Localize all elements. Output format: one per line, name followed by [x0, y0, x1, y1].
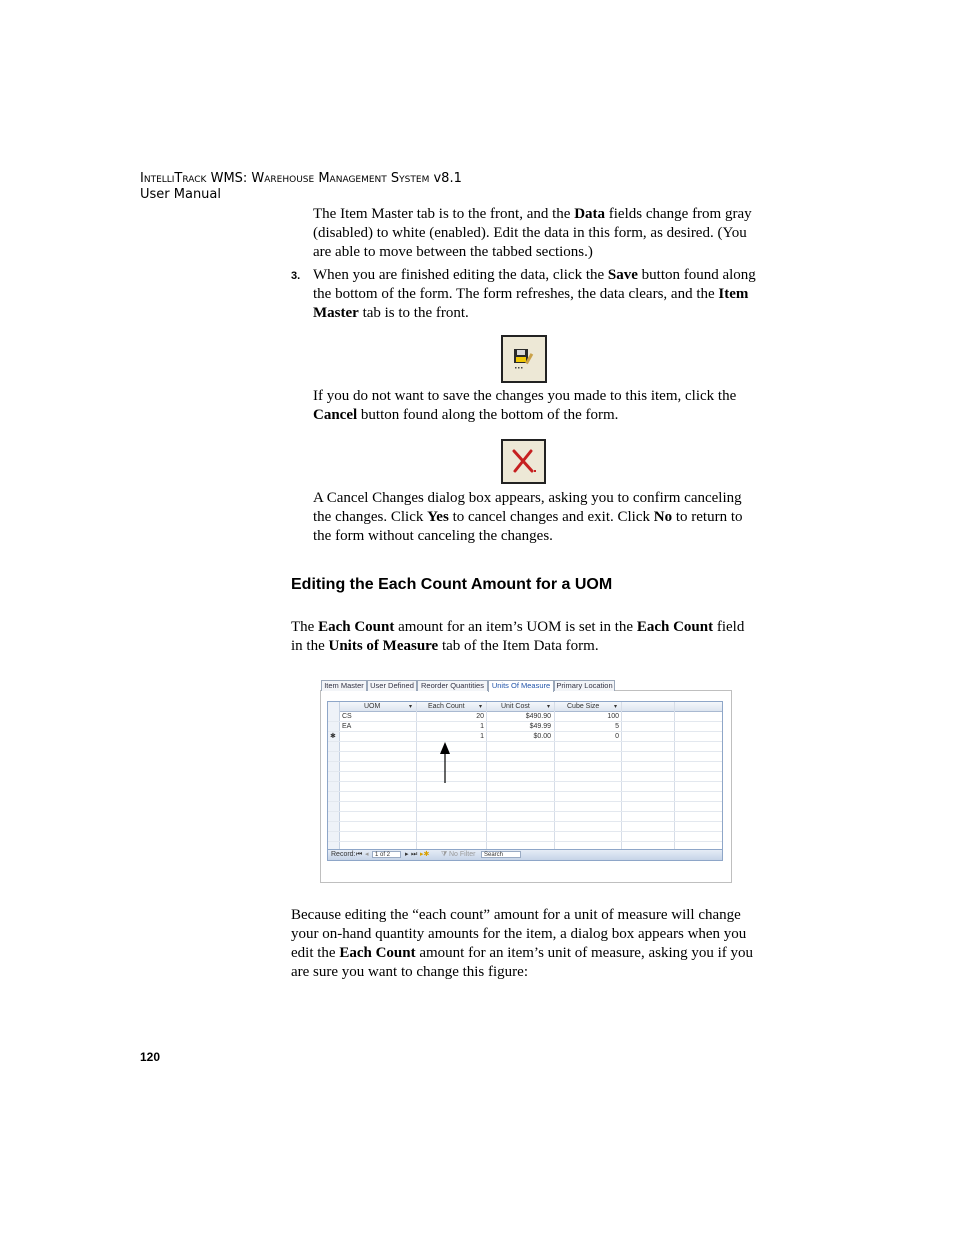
no-filter-label[interactable]: No Filter [449, 851, 476, 858]
sort-dropdown-icon[interactable]: ▾ [479, 704, 483, 710]
up-arrow-icon [438, 742, 452, 784]
paragraph-cancel: If you do not want to save the changes you made to this item, click the Cancel button found along the bottom of the form. [313, 388, 737, 423]
cell-uom[interactable]: CS [342, 713, 352, 720]
tab-primary-location[interactable]: Primary Location [554, 680, 615, 691]
row-divider [328, 761, 722, 762]
prev-record-icon[interactable]: ◂ [365, 851, 369, 858]
cell-unit-cost[interactable]: $0.00 [533, 733, 551, 740]
cell-each-count[interactable]: 1 [480, 723, 484, 730]
row-divider [328, 781, 722, 782]
row-divider [328, 831, 722, 832]
cell-each-count[interactable]: 20 [476, 713, 484, 720]
paragraph-item-master: The Item Master tab is to the front, and the Data fields change from gray (disabled) to white (enabled). Edit the data in this form, as desired. (You are able to move between the tabbed sections.) [313, 206, 752, 260]
cell-cube-size[interactable]: 5 [615, 723, 619, 730]
record-label: Record: [331, 851, 356, 858]
last-record-icon[interactable]: ⏭ [411, 851, 418, 858]
sort-dropdown-icon[interactable]: ▾ [614, 704, 618, 710]
paragraph-each-count: The Each Count amount for an item’s UOM is set in the Each Count field in the Units of Measure tab of the Item Data form. [291, 619, 745, 654]
tab-reorder-quantities[interactable]: Reorder Quantities [417, 680, 488, 691]
cancel-x-icon [501, 439, 546, 484]
col-header-uom[interactable]: UOM [364, 703, 381, 710]
section-heading: Editing the Each Count Amount for a UOM [291, 576, 613, 593]
paragraph-step-3: When you are finished editing the data, click the Save button found along the bottom of the form. The form refreshes, the data clears, and the Item Master tab is to the front. [313, 267, 756, 321]
row-divider [328, 821, 722, 822]
running-header [140, 171, 462, 203]
filter-icon[interactable]: ⧩ [441, 851, 448, 858]
cell-each-count[interactable]: 1 [480, 733, 484, 740]
cell-uom[interactable]: EA [342, 723, 352, 730]
col-header-unit-cost[interactable]: Unit Cost [501, 703, 530, 710]
step-number: 3. [291, 270, 301, 282]
row-divider [328, 841, 722, 842]
new-record-icon: ✱ [330, 733, 336, 740]
page-number: 120 [140, 1050, 161, 1064]
record-navigation-bar [328, 849, 722, 860]
save-edit-icon [501, 335, 547, 383]
cell-cube-size[interactable]: 0 [615, 733, 619, 740]
row-divider [328, 801, 722, 802]
cell-unit-cost[interactable]: $49.99 [529, 723, 551, 730]
col-header-cube-size[interactable]: Cube Size [567, 703, 600, 710]
tab-item-master[interactable]: Item Master [321, 680, 367, 691]
row-divider [328, 751, 722, 752]
tab-units-of-measure[interactable]: Units Of Measure [488, 680, 554, 692]
uom-datasheet [327, 701, 723, 861]
next-record-icon[interactable]: ▸ [405, 851, 409, 858]
units-of-measure-screenshot [320, 680, 732, 883]
manual-title: IntelliTrack WMS: Warehouse Management System v8.1 [140, 171, 462, 186]
sort-dropdown-icon[interactable]: ▾ [409, 704, 413, 710]
col-header-each-count[interactable]: Each Count [428, 703, 465, 710]
search-input[interactable]: Search [481, 851, 521, 858]
row-divider [328, 811, 722, 812]
sort-dropdown-icon[interactable]: ▾ [547, 704, 551, 710]
row-divider [328, 771, 722, 772]
record-position-input[interactable]: 1 of 2 [372, 851, 401, 858]
paragraph-confirm-change: Because editing the “each count” amount for a unit of measure will change your on-hand quantity amounts for the item, a dialog box appears when you edit the Each Count amount for an item’s unit of measure, asking you if you are sure you want to change this figure: [291, 907, 754, 980]
new-record-nav-icon[interactable]: ▸✱ [420, 851, 430, 858]
cell-cube-size[interactable]: 100 [607, 713, 619, 720]
cell-unit-cost[interactable]: $490.90 [525, 713, 551, 720]
manual-subtitle: User Manual [140, 187, 222, 202]
tab-user-defined[interactable]: User Defined [367, 680, 417, 691]
row-divider [328, 791, 722, 792]
first-record-icon[interactable]: ⏮ [356, 851, 363, 858]
paragraph-cancel-dialog: A Cancel Changes dialog box appears, asking you to confirm canceling the changes. Click Yes to cancel changes and exit. Click No to return to the form without canceling the changes. [313, 490, 743, 544]
